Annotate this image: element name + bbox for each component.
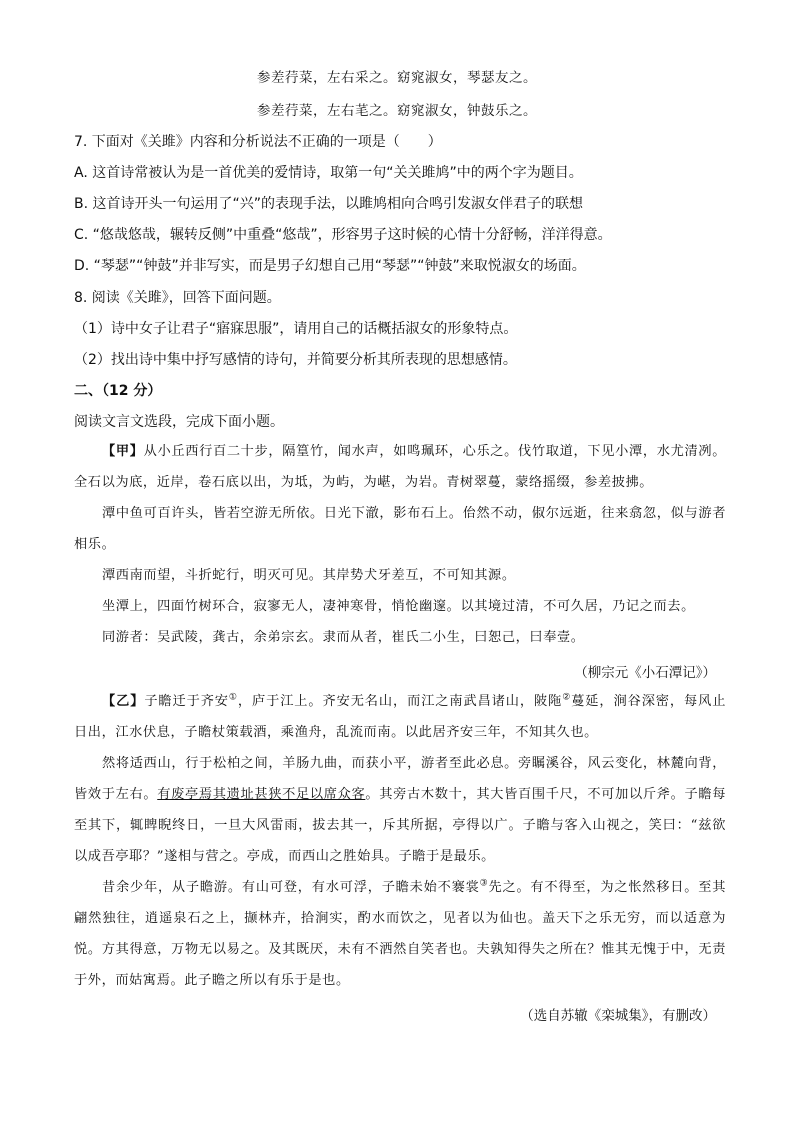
jia-paragraph-3: 潭西南而望，斗折蛇行，明灭可见。其岸势犬牙差互，不可知其源。 — [102, 568, 516, 583]
underlined-sentence: 有废亭焉其遗址甚狭不足以席众客 — [157, 787, 366, 802]
question-7-option-d: D. “琴瑟”“钟鼓”并非写实，而是男子幻想自己用“琴瑟”“钟鼓”来取悦淑女的场面。 — [74, 258, 586, 274]
jia-source: （柳宗元《小石潭记》） — [574, 665, 716, 681]
yi-text-3b: 先之。有不得至，为之怅然移日。至其翩然独往，逍遥泉石之上，撷林卉，拾涧实，酌水而饮之，见者以为仙也。盖天下之乐无穷，而以适意为悦。方其得意，万物无以易之。及其既厌，未有不洒然自笑者也。夫孰知得失之所在？惟其无愧于中，无责于外，而姑寓焉。此子瞻之所以有乐于是也。 — [74, 880, 727, 988]
passage-yi — [74, 686, 726, 996]
poem-line-1: 参差荇菜，左右采之。窈窕淑女，琴瑟友之。 — [257, 70, 537, 86]
jia-marker: 【甲】 — [102, 444, 144, 459]
jia-paragraph-4: 坐潭上，四面竹树环合，寂寥无人，凄神寒骨，悄怆幽邃。以其境过清，不可久居，乃记之而去。 — [102, 599, 695, 614]
yi-text-2a: 然将适西山，行于松柏之间，羊肠九曲，而获小平，游者至此必息。旁瞩溪谷，风云变化，林麓向背，皆效于左右。 — [74, 756, 726, 802]
yi-paragraph-1 — [74, 686, 726, 748]
jia-paragraph-2: 潭中鱼可百许头，皆若空游无所依。日光下澈，影布石上。佁然不动，俶尔远逝，往来翕忽，似与游者相乐。 — [74, 506, 726, 552]
footnote-3-marker: ③ — [479, 878, 489, 889]
yi-text-1b: ，庐于江上。齐安无名山，而江之南武昌诸山，陂陁 — [237, 694, 563, 709]
question-7-option-c: C. “悠哉悠哉，辗转反侧”中重叠“悠哉”，形容男子这时候的心情十分舒畅，洋洋得意。 — [74, 227, 612, 243]
footnote-1-marker: ① — [228, 692, 238, 703]
yi-text-3a: 昔余少年，从子瞻游。有山可登，有水可浮，子瞻未始不褰裳 — [102, 880, 480, 895]
yi-marker: 【乙】 — [102, 694, 145, 709]
footnote-2-marker: ② — [562, 692, 572, 703]
question-8-stem: 8. 阅读《关雎》，回答下面问题。 — [74, 290, 281, 306]
jia-paragraph-1 — [74, 436, 726, 498]
yi-text-1c: 蔓延，涧谷深密，每风止日出，江水伏息，子瞻杖策载酒，乘渔舟，乱流而南。以此居齐安三年，不知其久也。 — [74, 694, 726, 740]
yi-paragraph-2 — [74, 748, 726, 872]
passage-jia — [74, 436, 726, 653]
yi-paragraph-3 — [74, 872, 726, 996]
section-instruction: 阅读文言文选段，完成下面小题。 — [74, 414, 284, 430]
question-8-sub-2: （2）找出诗中集中抒写感情的诗句，并简要分析其所表现的思想感情。 — [74, 352, 517, 368]
question-7-option-a: A. 这首诗常被认为是一首优美的爱情诗，取第一句“关关雎鸠”中的两个字为题目。 — [74, 165, 583, 181]
section-heading: 二、（12 分） — [74, 383, 162, 399]
question-8-sub-1: （1）诗中女子让君子“寤寐思服”，请用自己的话概括淑女的形象特点。 — [74, 321, 518, 337]
yi-source: （选自苏辙《栾城集》，有删改） — [520, 1008, 716, 1024]
poem-line-2: 参差荇菜，左右芼之。窈窕淑女，钟鼓乐之。 — [257, 103, 537, 119]
yi-text-1a: 子瞻迁于齐安 — [144, 694, 229, 709]
jia-text-1: 从小丘西行百二十步，隔篁竹，闻水声，如鸣珮环，心乐之。伐竹取道，下见小潭，水尤清冽。全石以为底，近岸，卷石底以出，为坻，为屿，为嵁，为岩。青树翠蔓，蒙络摇缀，参差披拂。 — [74, 444, 726, 490]
question-7-option-b: B. 这首诗开头一句运用了“兴”的表现手法，以雎鸠相向合鸣引发淑女伴君子的联想 — [74, 196, 584, 212]
jia-paragraph-5: 同游者：吴武陵，龚古，余弟宗玄。隶而从者，崔氏二小生，曰恕己，曰奉壹。 — [102, 630, 585, 645]
question-7-stem: 7. 下面对《关雎》内容和分析说法不正确的一项是（ ） — [74, 134, 442, 150]
yi-text-2b: 。其旁古木数十，其大皆百围千尺，不可加以斤斧。子瞻每至其下，辄睥睨终日，一旦大风雷雨，拔去其一，斥其所据，亭得以广。子瞻与客入山视之，笑曰：“兹欲以成吾亭耶？”遂相与营之。亭成，而西山之胜始具。子瞻于是最乐。 — [74, 787, 726, 864]
